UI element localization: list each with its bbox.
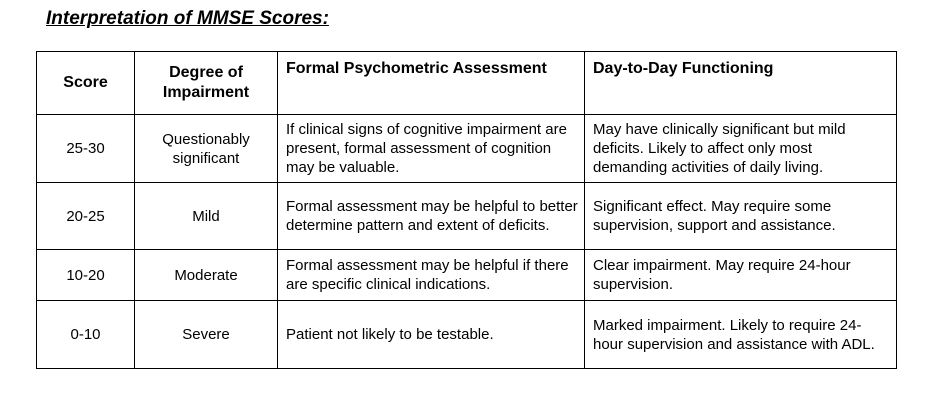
table-row [37,115,897,183]
score-cell: 10-20 [37,250,135,301]
header-day-to-day-functioning: Day-to-Day Functioning [585,52,897,115]
formal-assessment-cell: If clinical signs of cognitive impairment are present, formal assessment of cognition may be valuable. [278,115,585,183]
degree-cell: Questionably significant [135,115,278,183]
daily-functioning-cell: May have clinically significant but mild deficits. Likely to affect only most demanding activities of daily living. [585,115,897,183]
score-cell: 25-30 [37,115,135,183]
table-row [37,183,897,250]
formal-assessment-cell: Formal assessment may be helpful to better determine pattern and extent of deficits. [278,183,585,250]
score-cell: 20-25 [37,183,135,250]
header-score: Score [37,52,135,115]
score-cell: 0-10 [37,301,135,369]
mmse-interpretation-table [36,51,897,369]
degree-cell: Severe [135,301,278,369]
table-row [37,301,897,369]
daily-functioning-cell: Marked impairment. Likely to require 24-hour supervision and assistance with ADL. [585,301,897,369]
formal-assessment-cell: Formal assessment may be helpful if there are specific clinical indications. [278,250,585,301]
daily-functioning-cell: Significant effect. May require some supervision, support and assistance. [585,183,897,250]
daily-functioning-cell: Clear impairment. May require 24-hour supervision. [585,250,897,301]
document-title: Interpretation of MMSE Scores: [46,8,329,29]
table-header-row [37,52,897,115]
degree-cell: Mild [135,183,278,250]
header-formal-psychometric-assessment: Formal Psychometric Assessment [278,52,585,115]
formal-assessment-cell: Patient not likely to be testable. [278,301,585,369]
header-degree-of-impairment: Degree of Impairment [135,52,278,115]
table-row [37,250,897,301]
degree-cell: Moderate [135,250,278,301]
